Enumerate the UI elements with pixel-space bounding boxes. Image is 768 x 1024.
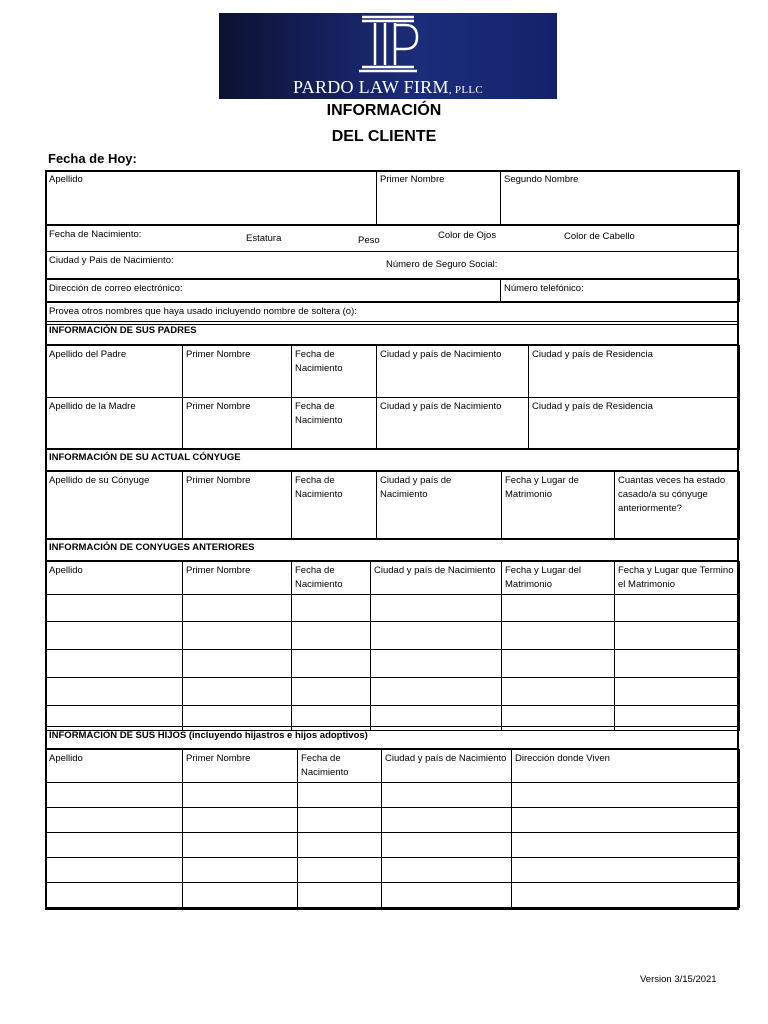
- padres-section: [45, 321, 739, 450]
- apellido-madre-field[interactable]: Apellido de la Madre: [46, 398, 183, 450]
- correo-field[interactable]: Dirección de correo electrónico:: [46, 280, 501, 302]
- anteriores-table: [45, 561, 740, 731]
- table-row[interactable]: [46, 883, 740, 908]
- conyuge-title: INFORMACIÓN DE SU ACTUAL CÓNYUGE: [46, 449, 739, 471]
- primer-nombre-field[interactable]: Primer Nombre: [377, 171, 501, 225]
- table-row[interactable]: [46, 678, 740, 706]
- col-apellido: Apellido: [46, 750, 183, 783]
- table-row[interactable]: [46, 595, 740, 622]
- ciudad-nacimiento-madre-field[interactable]: Ciudad y país de Nacimiento: [377, 398, 529, 450]
- fecha-nacimiento-label: Fecha de Nacimiento:: [49, 229, 142, 240]
- conyuge-section: [45, 448, 739, 540]
- page-title-line-1: INFORMACIÓN: [326, 102, 442, 119]
- primer-nombre-padre-field[interactable]: Primer Nombre: [183, 346, 292, 398]
- anteriores-header-row: [46, 562, 740, 595]
- col-fecha-lugar: Fecha y Lugar del Matrimonio: [502, 562, 615, 595]
- fecha-nacimiento-padre-field[interactable]: Fecha de Nacimiento: [292, 346, 377, 398]
- table-row[interactable]: [46, 650, 740, 678]
- color-cabello-label: Color de Cabello: [564, 231, 635, 242]
- col-ciudad-nacimiento: Ciudad y país de Nacimiento: [382, 750, 512, 783]
- table-row[interactable]: [46, 783, 740, 808]
- apellido-conyuge-field[interactable]: Apellido de su Cónyuge: [46, 472, 183, 540]
- table-row[interactable]: [46, 833, 740, 858]
- col-primer-nombre: Primer Nombre: [183, 562, 292, 595]
- ciudad-pais-label: Ciudad y Pais de Nacimiento:: [49, 255, 174, 266]
- col-fecha-nacimiento: Fecha de Nacimiento: [292, 562, 371, 595]
- hijos-header-row: [46, 750, 740, 783]
- color-ojos-label: Color de Ojos: [438, 230, 497, 241]
- fecha-hoy-label: Fecha de Hoy:: [48, 151, 137, 166]
- fecha-lugar-matrimonio-field[interactable]: Fecha y Lugar de Matrimonio: [502, 472, 615, 540]
- page-title-line-2: DEL CLIENTE: [331, 128, 437, 145]
- col-ciudad-nacimiento: Ciudad y país de Nacimiento: [371, 562, 502, 595]
- col-primer-nombre: Primer Nombre: [183, 750, 298, 783]
- cuantas-veces-field[interactable]: Cuantas veces ha estado casado/a su cónyuge anteriormente?: [615, 472, 740, 540]
- hijos-section: [45, 726, 739, 908]
- ciudad-residencia-padre-field[interactable]: Ciudad y país de Residencia: [529, 346, 740, 398]
- col-apellido: Apellido: [46, 562, 183, 595]
- segundo-nombre-field[interactable]: Segundo Nombre: [501, 171, 740, 225]
- hijos-title: INFORMACIÓN DE SUS HIJOS (incluyendo hijastros e hijos adoptivos): [46, 727, 739, 749]
- ciudad-nacimiento-padre-field[interactable]: Ciudad y país de Nacimiento: [377, 346, 529, 398]
- table-row[interactable]: [46, 808, 740, 833]
- firm-logo: [219, 13, 557, 99]
- primer-nombre-madre-field[interactable]: Primer Nombre: [183, 398, 292, 450]
- otros-nombres-field[interactable]: Provea otros nombres que haya usado incluyendo nombre de soltera (o):: [46, 303, 739, 325]
- ciudad-pais-row[interactable]: [46, 252, 739, 279]
- table-row[interactable]: [46, 622, 740, 650]
- padres-title: INFORMACIÓN DE SUS PADRES: [46, 322, 739, 345]
- estatura-label: Estatura: [246, 233, 282, 244]
- apellido-field[interactable]: Apellido: [46, 171, 377, 225]
- firm-name: PARDO LAW FIRM, PLLC: [293, 77, 483, 97]
- version-label: Version 3/15/2021: [640, 974, 717, 985]
- peso-label: Peso: [358, 235, 380, 246]
- telefono-field[interactable]: Número telefónico:: [501, 280, 740, 302]
- fecha-nacimiento-madre-field[interactable]: Fecha de Nacimiento: [292, 398, 377, 450]
- fecha-nacimiento-row[interactable]: [46, 226, 739, 252]
- fecha-nacimiento-conyuge-field[interactable]: Fecha de Nacimiento: [292, 472, 377, 540]
- hijos-table: [45, 749, 740, 908]
- apellido-padre-field[interactable]: Apellido del Padre: [46, 346, 183, 398]
- anteriores-section: [45, 538, 739, 731]
- col-termino: Fecha y Lugar que Termino el Matrimonio: [615, 562, 740, 595]
- client-info-section: [45, 170, 739, 325]
- ciudad-nacimiento-conyuge-field[interactable]: Ciudad y país de Nacimiento: [377, 472, 502, 540]
- col-fecha-nacimiento: Fecha de Nacimiento: [298, 750, 382, 783]
- anteriores-title: INFORMACIÓN DE CONYUGES ANTERIORES: [46, 539, 739, 561]
- ciudad-residencia-madre-field[interactable]: Ciudad y país de Residencia: [529, 398, 740, 450]
- primer-nombre-conyuge-field[interactable]: Primer Nombre: [183, 472, 292, 540]
- seguro-social-label: Número de Seguro Social:: [386, 259, 498, 270]
- col-direccion: Dirección donde Viven: [512, 750, 740, 783]
- table-row[interactable]: [46, 858, 740, 883]
